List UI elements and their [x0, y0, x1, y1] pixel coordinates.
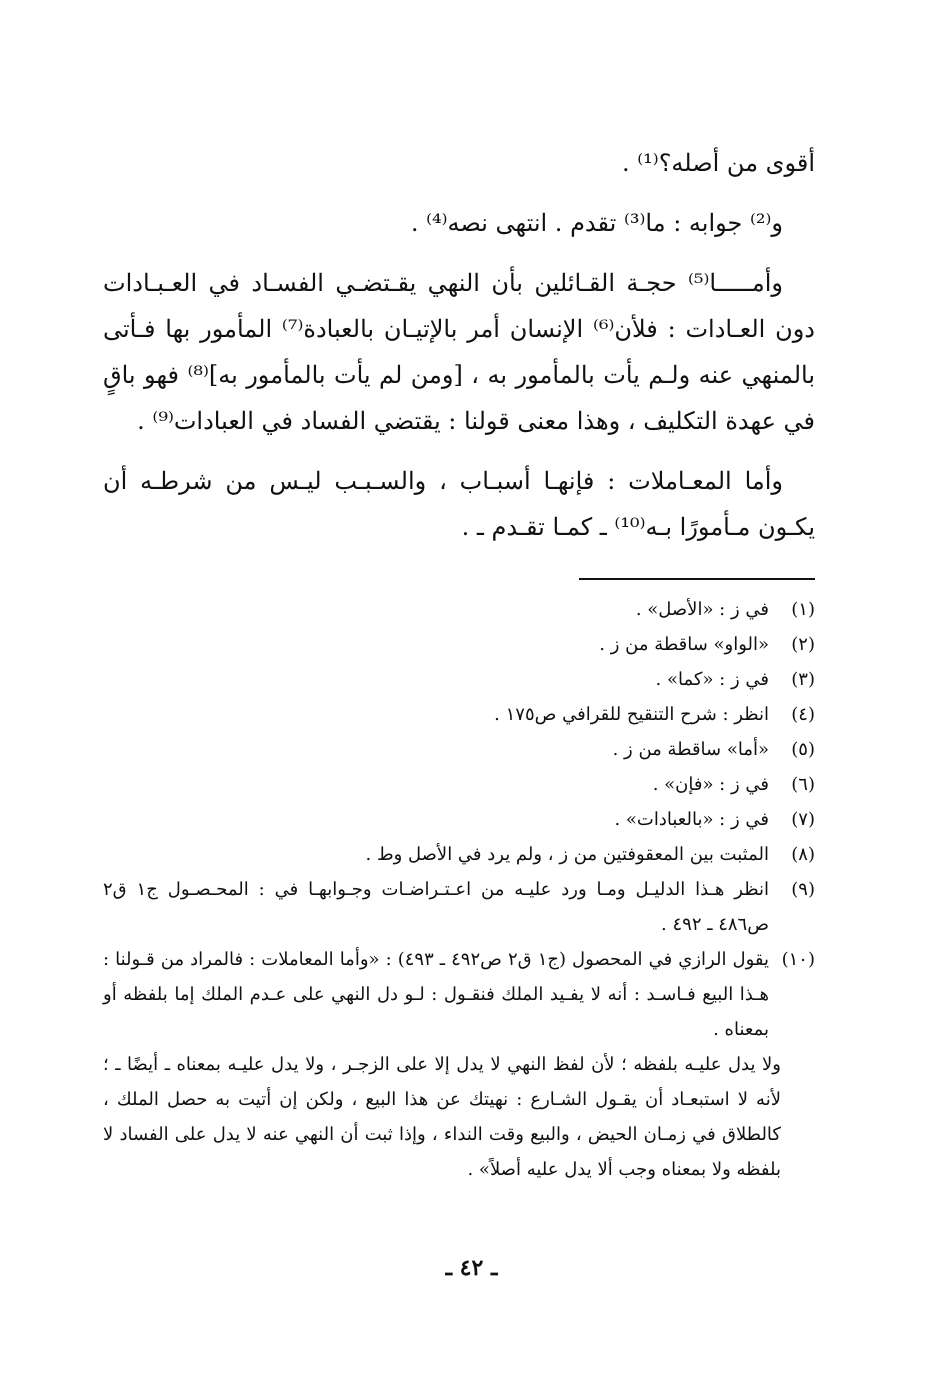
footnote-4	[103, 697, 815, 732]
footnote-number: (١)	[791, 599, 815, 620]
footnote-5	[103, 732, 815, 767]
footnote-text: في ز : «فإن» .	[652, 774, 769, 795]
paragraph-1: أقوى من أصله؟⁽¹⁾ .	[622, 149, 815, 177]
main-text-body	[103, 140, 815, 550]
page-number: ـ ٤٢ ـ	[445, 1255, 498, 1281]
footnote-number: (٣)	[791, 669, 815, 690]
footnote-2	[103, 627, 815, 662]
footnote-10	[103, 942, 815, 1047]
footnote-text: انظر : شرح التنقيح للقرافي ص١٧٥ .	[494, 704, 769, 725]
footnote-separator	[579, 578, 815, 580]
footnote-number: (٨)	[791, 844, 815, 865]
footnote-number: (٥)	[791, 739, 815, 760]
footnote-text: يقول الرازي في المحصول (ج١ ق٢ ص٤٩٢ ـ ٤٩٣) : «وأما المعاملات : فالمراد من قـولنا : هـذا البيع فـاسـد : أنه لا يفـيد الملك فنقـول : لـو دل النهي على عـدم الملك إما بلفظه أو بمعناه .	[103, 949, 770, 1040]
footnote-text: «أما» ساقطة من ز .	[612, 739, 769, 760]
paragraph-2: و⁽²⁾ جوابه : ما⁽³⁾ تقدم . انتهى نصه⁽⁴⁾ .	[410, 209, 783, 237]
footnote-1	[103, 592, 815, 627]
footnote-number: (١٠)	[781, 949, 815, 970]
footnote-10-continuation: ولا يدل عليـه بلفظه ؛ لأن لفظ النهي لا يدل إلا على الزجـر ، ولا يدل عليـه بمعناه ـ أيضًا ـ ؛ لأنه لا استبعـاد أن يقـول الشـارع : نهيتك عن هذا البيع ، ولكن إن أتيت به حصل الملك ، كالطلاق في زمـان الحيض ، والبيع وقت النداء ، وإذا ثبت أن النهي عنه لا يدل على الفساد لا بلفظه ولا بمعناه وجب ألا يدل عليه أصلاً» .	[103, 1054, 781, 1180]
footnote-6	[103, 767, 815, 802]
footnote-text: المثبت بين المعقوفتين من ز ، ولم يرد في الأصل وط .	[365, 844, 769, 865]
footnote-3	[103, 662, 815, 697]
footnote-text: انظر هـذا الدليـل ومـا ورد عليـه من اعـتـراضـات وجـوابهـا في : المحـصـول ج١ ق٢ ص٤٨٦ ـ ٤٩٢ .	[103, 879, 769, 935]
footnote-number: (٦)	[791, 774, 815, 795]
footnotes	[103, 592, 815, 1187]
footnote-text: «الواو» ساقطة من ز .	[599, 634, 769, 655]
paragraph-3: وأمـــــا⁽⁵⁾ حجـة القـائلين بأن النهي يقـتضـي الفسـاد في العـبـادات دون العـادات : فلأن⁽⁶⁾ الإنسان أمر بالإتيـان بالعبادة⁽⁷⁾ المأمور بها فـأتى بالمنهي عنه ولـم يأت بالمأمور به ، [ومن لم يأت بالمأمور به]⁽⁸⁾ فهو باقٍ في عهدة التكليف ، وهذا معنى قولنا : يقتضي الفساد في العبادات⁽⁹⁾ .	[103, 269, 816, 435]
footnote-9	[103, 872, 815, 942]
footnote-text: في ز : «بالعبادات» .	[614, 809, 769, 830]
footnote-number: (٩)	[791, 879, 815, 900]
footnote-7	[103, 802, 815, 837]
footnote-number: (٢)	[791, 634, 815, 655]
footnote-number: (٧)	[791, 809, 815, 830]
footnote-text: في ز : «الأصل» .	[635, 599, 769, 620]
footnote-text: في ز : «كما» .	[655, 669, 769, 690]
paragraph-4: وأما المعـاملات : فإنهـا أسبـاب ، والسـبـب ليـس من شرطـه أن يكـون مـأمورًا بـه⁽¹⁰⁾ ـ كمـا تقـدم ـ .	[103, 467, 815, 541]
footnote-number: (٤)	[791, 704, 815, 725]
footnote-8	[103, 837, 815, 872]
